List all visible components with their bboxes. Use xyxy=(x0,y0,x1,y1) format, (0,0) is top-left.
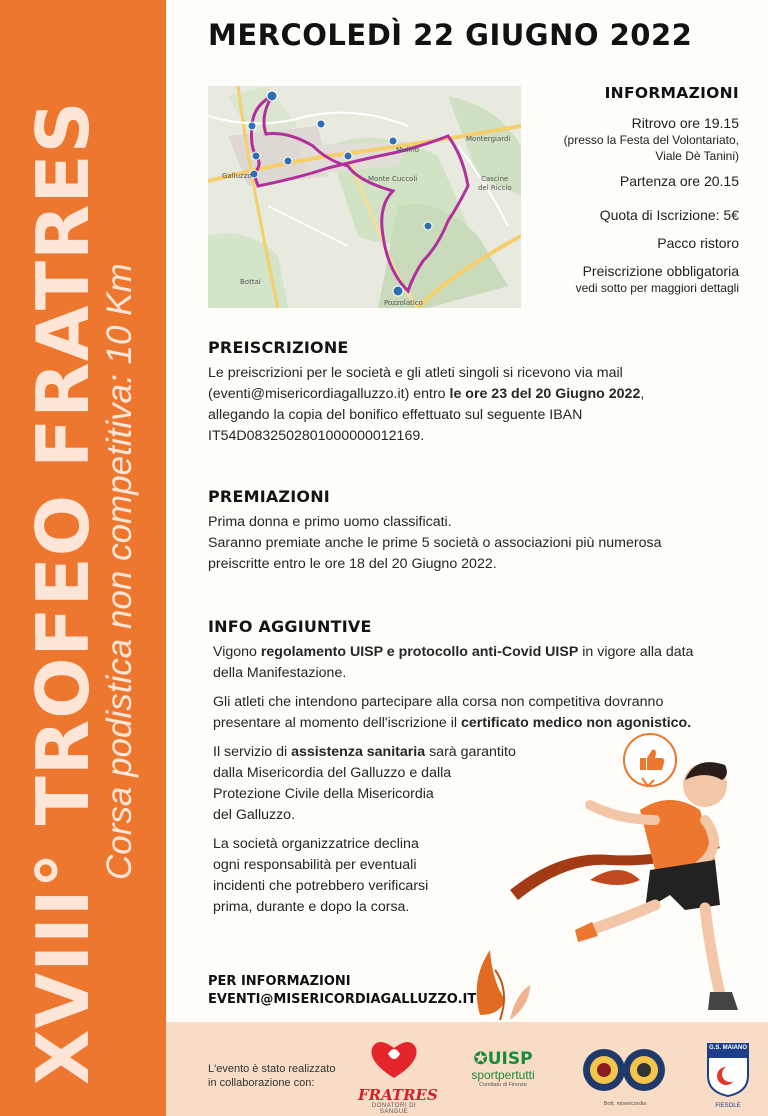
map-label-monte-cuccoli: Monte Cuccoli xyxy=(368,175,418,183)
contact-email[interactable]: EVENTI@MISERICORDIAGALLUZZO.IT xyxy=(208,992,477,1007)
partenza-label: Partenza xyxy=(619,173,676,189)
entro-text: ) entro xyxy=(404,386,450,402)
ritrovo-note-2: Viale Dè Tanini) xyxy=(655,149,739,163)
footer-text xyxy=(208,1062,335,1090)
event-title: XVIII° TROFEO FRATRES xyxy=(21,100,105,1085)
p1-regolamento: regolamento UISP e protocollo anti-Covid UISP xyxy=(260,644,579,660)
premiazioni-line-2: Saranno premiate anche le prime 5 società o associazioni più numerosa xyxy=(208,535,662,551)
map-label-galluzzo: Galluzzo xyxy=(222,172,252,180)
sidebar xyxy=(0,0,166,1116)
premiazioni-line-1: Prima donna e primo uomo classificati. xyxy=(208,514,452,530)
uisp-icon: ✪ xyxy=(473,1049,488,1069)
info-panel xyxy=(499,84,739,296)
premiazioni-line-3: preiscritte entro le ore 18 del 20 Giugno 2022. xyxy=(208,556,497,572)
uisp-name-text: UISP xyxy=(487,1049,533,1069)
info-agg-p2-line-1: Gli atleti che intendono partecipare alla corsa non competitiva dovranno xyxy=(213,694,664,710)
paren-open: ( xyxy=(208,386,213,402)
info-agg-p1-line-1 xyxy=(208,642,728,663)
ritrovo-row xyxy=(499,114,739,132)
uisp-name xyxy=(463,1050,543,1068)
preiscrizione-line-1: Le preiscrizioni per le società e gli atleti singoli si ricevono via mail xyxy=(208,365,623,381)
map-label-cascine: Cascine xyxy=(481,175,509,183)
event-subtitle: Corsa podistica non competitiva: 10 Km xyxy=(100,263,139,880)
partenza-row xyxy=(499,172,739,190)
preiscrizione-line-2 xyxy=(208,384,728,405)
p3-assistenza: assistenza sanitaria xyxy=(291,744,426,760)
pacco-ristoro: Pacco ristoro xyxy=(657,235,739,251)
runner-illustration xyxy=(470,730,768,1030)
info-heading: INFORMAZIONI xyxy=(604,84,739,102)
maiano-sub: FIESOLE xyxy=(715,1103,741,1109)
info-agg-p3-line-2: dalla Misericordia del Galluzzo e dalla xyxy=(213,765,452,781)
info-agg-p4-line-4: prima, durante e dopo la corsa. xyxy=(213,899,410,915)
info-agg-heading: INFO AGGIUNTIVE xyxy=(208,617,372,636)
misericordia-badge-icon xyxy=(582,1044,668,1096)
fratres-heart-icon xyxy=(358,1034,430,1082)
preiscrizione-note: vedi sotto per maggiori dettagli xyxy=(575,281,739,295)
map-label-mulino: Mulino xyxy=(396,146,420,154)
ritrovo-value: ore 19.15 xyxy=(679,115,739,131)
p1-text-a: Vigono xyxy=(213,644,261,660)
footer xyxy=(166,1022,768,1116)
map-label-bottai: Bottai xyxy=(240,278,261,286)
info-agg-p1-line-2: della Manifestazione. xyxy=(213,665,347,681)
misericordia-logos xyxy=(582,1044,668,1106)
map-label-del-riccio: del Riccio xyxy=(478,184,512,192)
uisp-logo xyxy=(463,1050,543,1100)
section-preiscrizione xyxy=(208,338,728,447)
comma: , xyxy=(640,386,645,402)
footer-text-line-2: in collaborazione con: xyxy=(208,1077,315,1089)
info-agg-p3-line-3: Protezione Civile della Misericordia xyxy=(213,786,434,802)
fratres-name: FRATRES xyxy=(358,1086,438,1104)
deadline: le ore 23 del 20 Giugno 2022 xyxy=(449,386,641,402)
partenza-value: ore 20.15 xyxy=(679,173,739,189)
thumbs-up-icon xyxy=(624,734,676,786)
contact-block xyxy=(208,973,476,1009)
contact-label: PER INFORMAZIONI xyxy=(208,974,351,989)
ritrovo-label: Ritrovo xyxy=(631,115,676,131)
premiazioni-heading: PREMIAZIONI xyxy=(208,487,330,506)
info-agg-p4-line-2: ogni responsabilità per eventuali xyxy=(213,857,417,873)
info-agg-p4-line-3: incidenti che potrebbero verificarsi xyxy=(213,878,429,894)
misericordia-sub: Bott. misericordia xyxy=(603,1101,647,1107)
p2-text-b: presentare al momento dell'iscrizione il xyxy=(213,715,461,731)
fratres-sub: DONATORI DI SANGUE xyxy=(371,1103,417,1115)
event-date: MERCOLEDÌ 22 GIUGNO 2022 xyxy=(208,18,693,52)
quota: Quota di Iscrizione: 5€ xyxy=(599,207,739,223)
uisp-sub: sportpertutti xyxy=(471,1068,535,1082)
p1-text-c: in vigore alla data xyxy=(578,644,694,660)
maiano-name: G.S. MAIANO xyxy=(708,1045,747,1051)
iban: IT54D0832502801000000012169. xyxy=(208,428,425,444)
ritrovo-note-1: (presso la Festa del Volontariato, xyxy=(563,133,739,147)
info-agg-p4-line-1: La società organizzatrice declina xyxy=(213,836,419,852)
map-label-montergiardi: Montergiardi xyxy=(466,135,511,143)
p3-text-c: sarà garantito xyxy=(425,744,516,760)
p3-text-a: Il servizio di xyxy=(213,744,292,760)
uisp-small: Comitato di Firenze xyxy=(479,1082,527,1088)
maiano-logo xyxy=(706,1042,750,1112)
map-label-pozzolatico: Pozzolatico xyxy=(384,299,423,307)
info-agg-p3-line-4: del Galluzzo. xyxy=(213,807,296,823)
section-premiazioni xyxy=(208,487,728,575)
preiscrizione-heading: PREISCRIZIONE xyxy=(208,338,349,357)
footer-text-line-1: L'evento è stato realizzato xyxy=(208,1063,336,1075)
route-map xyxy=(208,86,521,308)
fratres-logo xyxy=(358,1034,438,1115)
p2-certificato: certificato medico non agonistico. xyxy=(460,715,692,731)
preiscrizione-line-3: allegando la copia del bonifico effettuato sul seguente IBAN xyxy=(208,407,583,423)
preiscrizione-note-title: Preiscrizione obbligatoria xyxy=(582,263,739,279)
email-link[interactable]: eventi@misericordiagalluzzo.it xyxy=(212,386,405,402)
